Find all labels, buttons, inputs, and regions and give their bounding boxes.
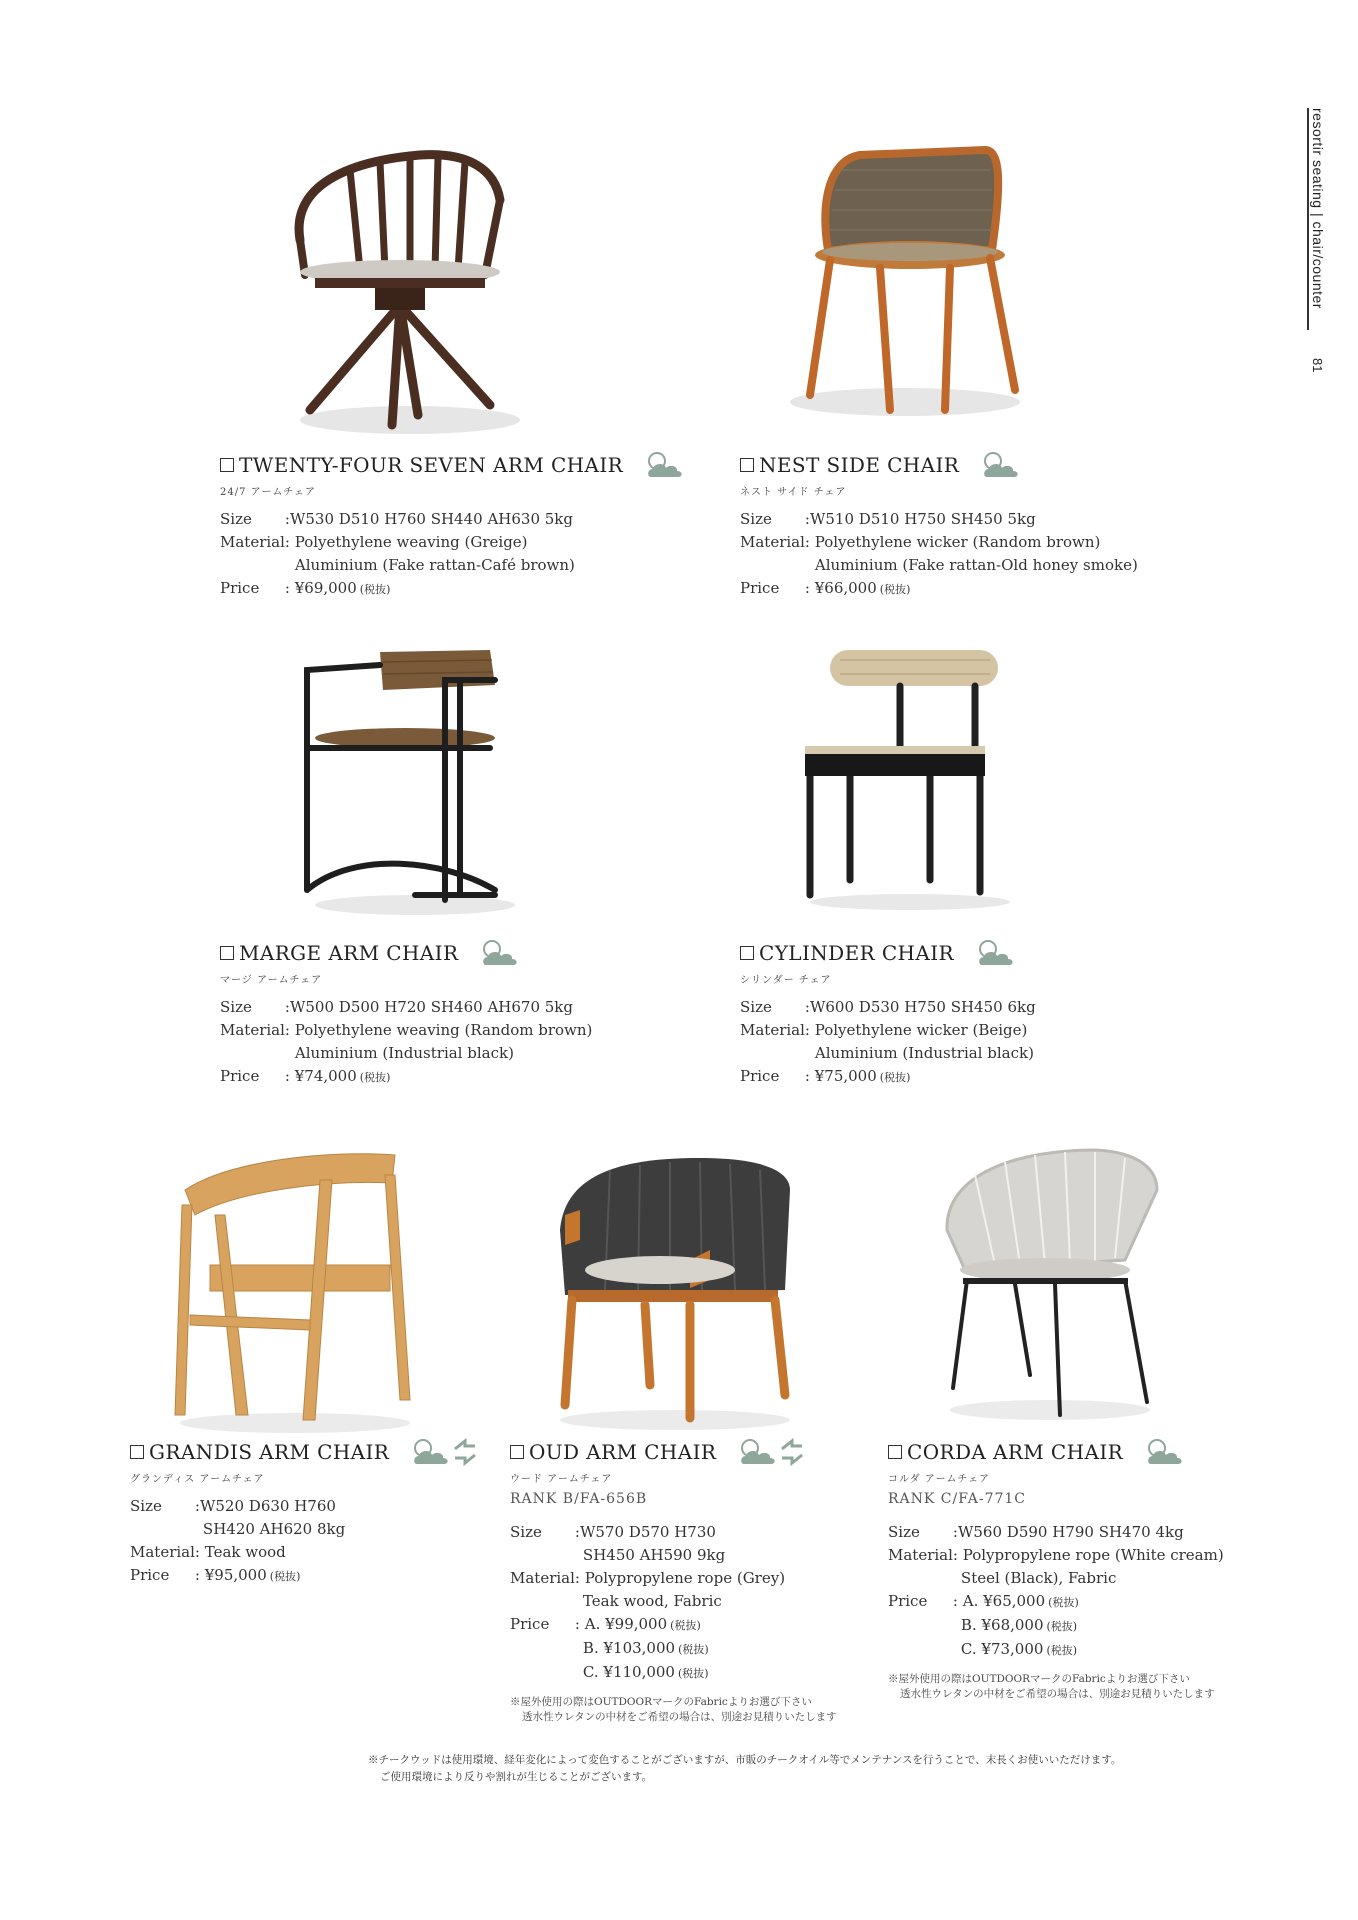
- photo-twenty-four-seven-chair: [280, 140, 520, 440]
- photo-grandis-arm-chair: [170, 1145, 420, 1435]
- product-kana: コルダ アームチェア: [888, 1474, 990, 1485]
- product-name: TWENTY-FOUR SEVEN ARM CHAIR: [239, 453, 624, 477]
- product-name: GRANDIS ARM CHAIR: [149, 1440, 390, 1464]
- aging-arrows-icon: [451, 1437, 479, 1467]
- product-kana: ウード アームチェア: [510, 1474, 613, 1485]
- spec-table: [740, 996, 1036, 1089]
- product-rank: RANK B/FA-656B: [510, 1491, 648, 1507]
- spec-table: [510, 1521, 785, 1685]
- spec-table: [740, 508, 1138, 601]
- product-kana: 24/7 アームチェア: [220, 487, 316, 498]
- price-value: : ¥74,000: [284, 1067, 357, 1085]
- price-value: : ¥95,000: [194, 1566, 267, 1584]
- tax-note: (税抜): [677, 1667, 709, 1680]
- checkbox[interactable]: [220, 946, 234, 960]
- photo-marge-arm-chair: [295, 640, 515, 920]
- price-label: Price: [220, 579, 260, 597]
- product-name: CORDA ARM CHAIR: [907, 1440, 1124, 1464]
- outdoor-weather-icon: [738, 1437, 778, 1467]
- fabric-note: [510, 1695, 837, 1725]
- product-name: CYLINDER CHAIR: [759, 941, 954, 965]
- size-label: Size: [130, 1497, 162, 1515]
- product-twenty-four-seven: [220, 450, 685, 601]
- price-value: : ¥66,000: [804, 579, 877, 597]
- material-value-1: : Polyethylene weaving (Random brown): [284, 1021, 593, 1039]
- material-value-2: Aluminium (Fake rattan-Café brown): [294, 556, 575, 574]
- checkbox[interactable]: [740, 946, 754, 960]
- product-kana: ネスト サイド チェア: [740, 487, 847, 498]
- side-header-label: resortir seating | chair/counter: [1310, 108, 1326, 309]
- price-label: Price: [888, 1592, 928, 1610]
- product-oud: [510, 1437, 837, 1725]
- size-value: :W530 D510 H760 SH440 AH630 5kg: [284, 510, 573, 528]
- tax-note: (税抜): [359, 583, 391, 596]
- material-label: Material: [220, 1021, 285, 1039]
- price-label: Price: [510, 1615, 550, 1633]
- spec-table: [130, 1495, 345, 1588]
- material-value-1: : Polypropylene rope (Grey): [574, 1569, 786, 1587]
- size-label: Size: [220, 998, 252, 1016]
- price-a: : A. ¥65,000: [952, 1592, 1046, 1610]
- footer-line-1: ※チークウッドは使用環境、経年変化によって変色することがございますが、市販のチークオイル等でメンテナンスを行うことで、末長くお使いいただけます。: [368, 1754, 1122, 1766]
- side-divider: [1307, 108, 1309, 330]
- tax-note: (税抜): [1046, 1644, 1078, 1657]
- note-line-1: ※屋外使用の際はOUTDOORマークのFabricよりお選び下さい: [510, 1696, 812, 1708]
- note-line-1: ※屋外使用の際はOUTDOORマークのFabricよりお選び下さい: [888, 1673, 1190, 1685]
- material-value-1: : Polypropylene rope (White cream): [952, 1546, 1224, 1564]
- size-label: Size: [740, 510, 772, 528]
- note-line-2: 透水性ウレタンの中材をご希望の場合は、別途お見積りいたします: [900, 1688, 1215, 1700]
- outdoor-weather-icon: [1145, 1437, 1185, 1467]
- material-label: Material: [740, 533, 805, 551]
- photo-cylinder-chair: [790, 640, 1020, 910]
- outdoor-weather-icon: [976, 938, 1016, 968]
- tax-note: (税抜): [670, 1619, 701, 1632]
- aging-arrows-icon: [778, 1437, 806, 1467]
- size-label: Size: [510, 1523, 542, 1541]
- footer-note: [368, 1752, 1268, 1786]
- material-value-1: : Polyethylene wicker (Beige): [804, 1021, 1028, 1039]
- page-number: 81: [1310, 358, 1325, 373]
- product-nest: [740, 450, 1138, 601]
- checkbox[interactable]: [888, 1445, 902, 1459]
- photo-nest-side-chair: [780, 140, 1030, 440]
- price-label: Price: [740, 1067, 780, 1085]
- price-label: Price: [740, 579, 780, 597]
- photo-corda-arm-chair: [935, 1140, 1165, 1430]
- product-rank: RANK C/FA-771C: [888, 1491, 1027, 1507]
- price-value: : ¥69,000: [284, 579, 357, 597]
- size-label: Size: [220, 510, 252, 528]
- material-value-1: : Polyethylene wicker (Random brown): [804, 533, 1101, 551]
- photo-oud-arm-chair: [550, 1150, 800, 1435]
- material-value-2: Aluminium (Industrial black): [294, 1044, 514, 1062]
- outdoor-weather-icon: [981, 450, 1021, 480]
- tax-note: (税抜): [1048, 1596, 1079, 1609]
- checkbox[interactable]: [130, 1445, 144, 1459]
- size-value: :W600 D530 H750 SH450 6kg: [804, 998, 1036, 1016]
- price-b: B. ¥103,000: [582, 1639, 676, 1657]
- size-value-1: :W570 D570 H730: [574, 1523, 716, 1541]
- material-label: Material: [130, 1543, 195, 1561]
- size-value: :W500 D500 H720 SH460 AH670 5kg: [284, 998, 573, 1016]
- price-c: C. ¥73,000: [960, 1640, 1044, 1658]
- footer-line-2: ご使用環境により反りや割れが生じることがございます。: [380, 1771, 653, 1783]
- note-line-2: 透水性ウレタンの中材をご希望の場合は、別途お見積りいたします: [522, 1711, 837, 1723]
- material-label: Material: [888, 1546, 953, 1564]
- material-label: Material: [510, 1569, 575, 1587]
- spec-table: [220, 996, 592, 1089]
- material-label: Material: [220, 533, 285, 551]
- tax-note: (税抜): [879, 583, 911, 596]
- checkbox[interactable]: [220, 458, 234, 472]
- product-grandis: [130, 1437, 479, 1588]
- price-value: : ¥75,000: [804, 1067, 877, 1085]
- material-label: Material: [740, 1021, 805, 1039]
- price-label: Price: [220, 1067, 260, 1085]
- product-kana: シリンダー チェア: [740, 975, 832, 986]
- product-corda: [888, 1437, 1224, 1702]
- product-name: NEST SIDE CHAIR: [759, 453, 960, 477]
- spec-table: [888, 1521, 1224, 1662]
- tax-note: (税抜): [678, 1643, 709, 1656]
- material-value-2: Steel (Black), Fabric: [960, 1569, 1117, 1587]
- size-value-2: SH420 AH620 8kg: [202, 1520, 346, 1538]
- product-marge: [220, 938, 592, 1089]
- material-value-2: Aluminium (Industrial black): [814, 1044, 1034, 1062]
- tax-note: (税抜): [269, 1570, 301, 1583]
- checkbox[interactable]: [740, 458, 754, 472]
- tax-note: (税抜): [359, 1071, 391, 1084]
- material-value-2: Teak wood, Fabric: [582, 1592, 722, 1610]
- size-label: Size: [740, 998, 772, 1016]
- material-value-1: : Teak wood: [194, 1543, 286, 1561]
- tax-note: (税抜): [1046, 1620, 1078, 1633]
- size-value: :W510 D510 H750 SH450 5kg: [804, 510, 1036, 528]
- outdoor-weather-icon: [411, 1437, 451, 1467]
- side-header: [1298, 108, 1324, 378]
- fabric-note: [888, 1672, 1224, 1702]
- size-value: :W560 D590 H790 SH470 4kg: [952, 1523, 1184, 1541]
- tax-note: (税抜): [879, 1071, 911, 1084]
- outdoor-weather-icon: [480, 938, 520, 968]
- outdoor-weather-icon: [645, 450, 685, 480]
- product-kana: グランディス アームチェア: [130, 1474, 265, 1485]
- price-c: C. ¥110,000: [582, 1663, 675, 1681]
- price-b: B. ¥68,000: [960, 1616, 1044, 1634]
- price-label: Price: [130, 1566, 170, 1584]
- size-value-1: :W520 D630 H760: [194, 1497, 336, 1515]
- size-label: Size: [888, 1523, 920, 1541]
- product-name: OUD ARM CHAIR: [529, 1440, 717, 1464]
- material-value-2: Aluminium (Fake rattan-Old honey smoke): [814, 556, 1138, 574]
- spec-table: [220, 508, 575, 601]
- size-value-2: SH450 AH590 9kg: [582, 1546, 726, 1564]
- material-value-1: : Polyethylene weaving (Greige): [284, 533, 528, 551]
- price-a: : A. ¥99,000: [574, 1615, 668, 1633]
- product-name: MARGE ARM CHAIR: [239, 941, 459, 965]
- checkbox[interactable]: [510, 1445, 524, 1459]
- product-cylinder: [740, 938, 1036, 1089]
- product-kana: マージ アームチェア: [220, 975, 323, 986]
